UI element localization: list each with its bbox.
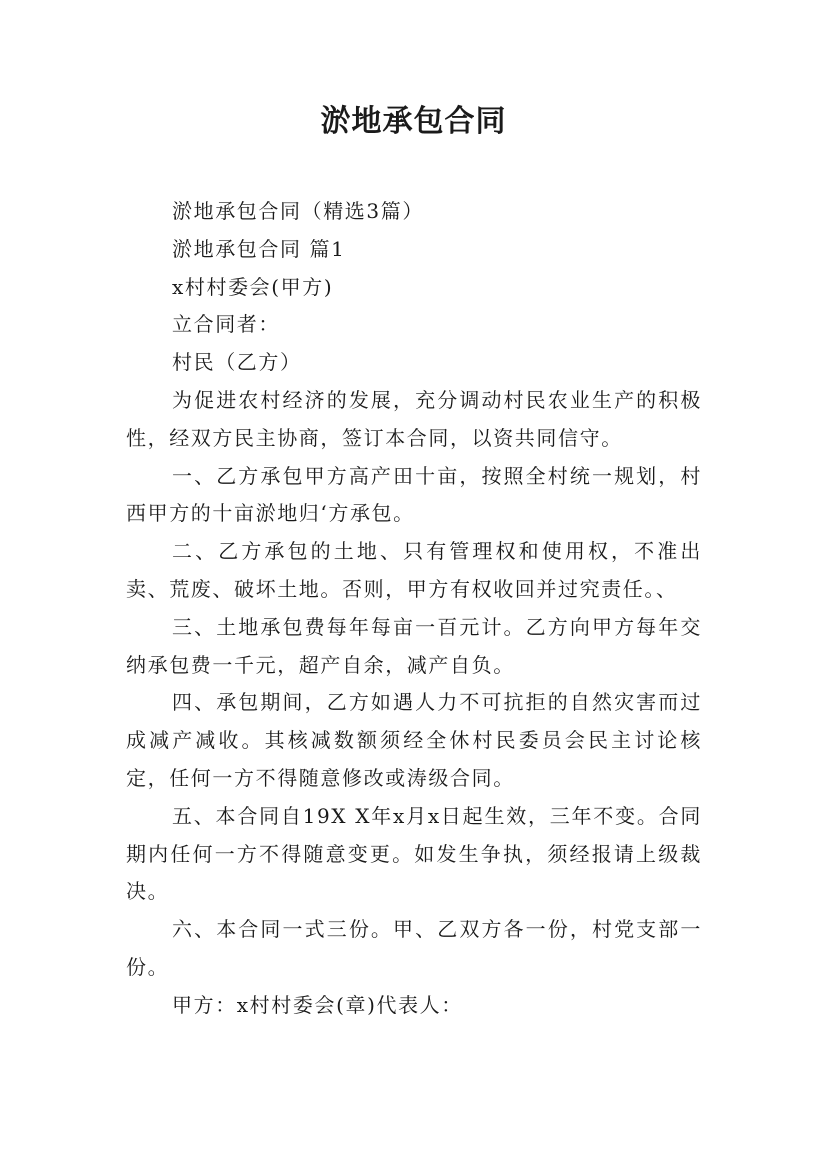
document-body xyxy=(126,193,702,1025)
party-b-line: 村民（乙方） xyxy=(172,350,302,375)
heading-selection: 淤地承包合同（精选3篇） xyxy=(172,199,424,223)
contractor-label: 立合同者： xyxy=(172,312,280,337)
heading-part-1: 淤地承包合同 篇1 xyxy=(172,236,346,261)
clause-6: 六、本合同一式三份。甲、乙双方各一份，村党支部一份。 xyxy=(126,917,702,979)
document-title: 淤地承包合同 xyxy=(320,104,507,139)
clause-1: 一、乙方承包甲方高产田十亩，按照全村统一规划，村西甲方的十亩淤地归‘方承包。 xyxy=(126,463,702,526)
signature-line-party-a: 甲方：x村村委会(章)代表人： xyxy=(172,992,463,1017)
clause-4: 四、承包期间，乙方如遇人力不可抗拒的自然灾害而过成减产减收。其核减数额须经全休村民委员会民主讨论核定，任何一方不得随意修改或涛级合同。 xyxy=(126,690,702,790)
clause-2: 二、乙方承包的土地、只有管理权和使用权，不准出卖、荒废、破坏土地。否则，甲方有权收回并过究责任。、 xyxy=(126,539,702,601)
party-a-line: x村村委会(甲方) xyxy=(172,274,334,299)
clause-3: 三、土地承包费每年每亩一百元计。乙方向甲方每年交纳承包费一千元，超产自余，减产自负。 xyxy=(126,614,702,677)
clause-5: 五、本合同自19X X年x月x日起生效，三年不变。合同期内任何一方不得随意变更。如发生争执，须经报请上级裁决。 xyxy=(126,803,702,904)
preamble-paragraph: 为促进农村经济的发展，充分调动村民农业生产的积极性，经双方民主协商，签订本合同，以资共同信守。 xyxy=(126,387,702,450)
